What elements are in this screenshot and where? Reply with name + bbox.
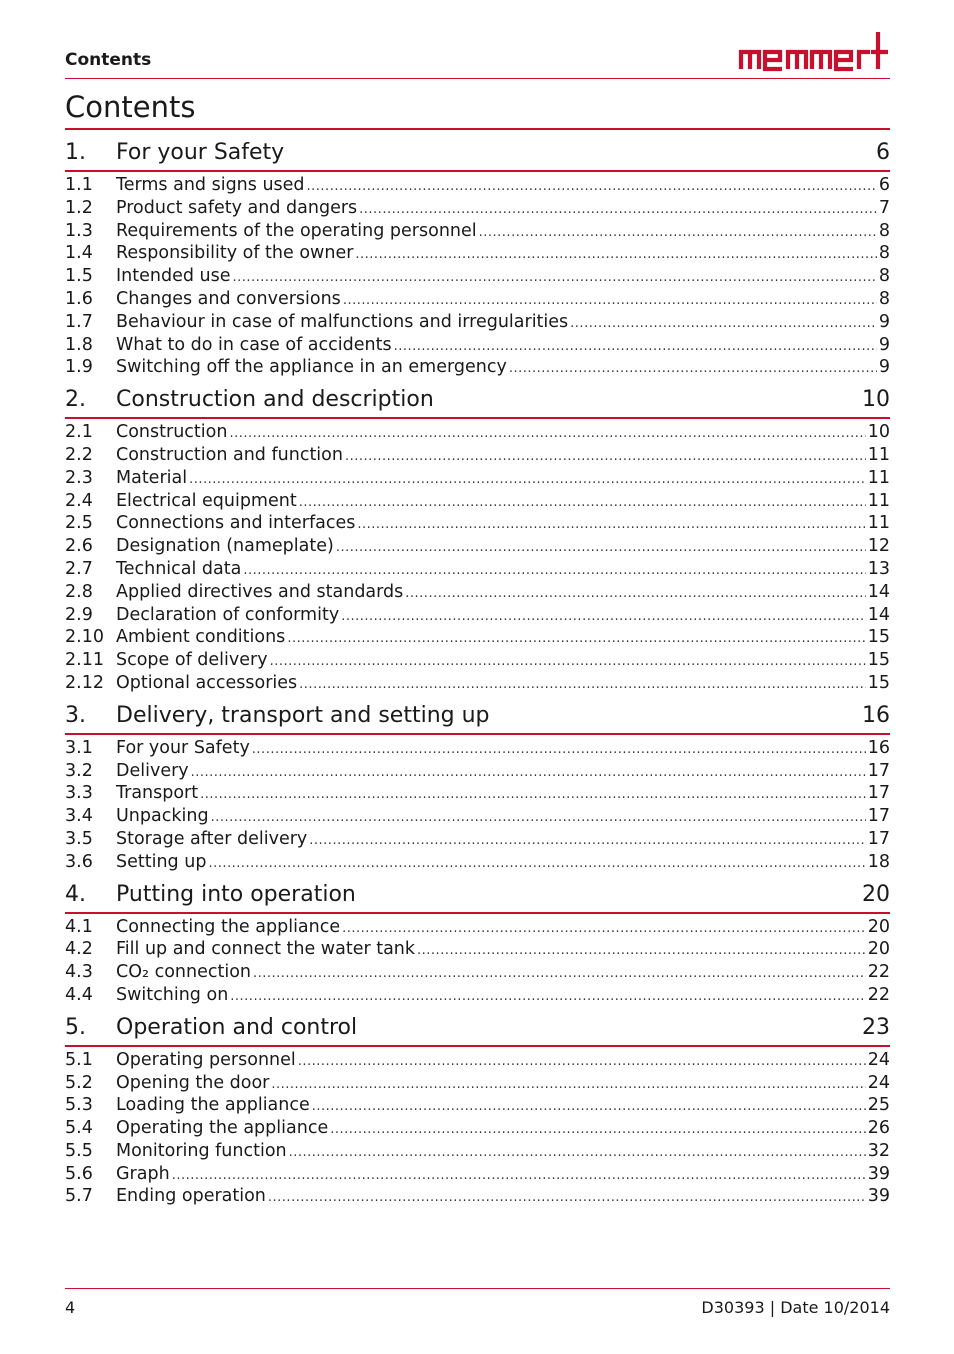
dot-leader bbox=[298, 1051, 866, 1074]
footer-doc-info: D30393 | Date 10/2014 bbox=[701, 1298, 890, 1317]
entry-title: Setting up bbox=[116, 851, 207, 872]
section-page: 16 bbox=[862, 702, 890, 728]
entry-title: Operating personnel bbox=[116, 1049, 296, 1070]
entry-number: 3.2 bbox=[65, 760, 93, 781]
toc-entry[interactable] bbox=[65, 961, 890, 984]
dot-leader bbox=[394, 336, 877, 359]
entry-page: 10 bbox=[867, 422, 890, 443]
entry-title: Connecting the appliance bbox=[116, 916, 341, 937]
toc-entry[interactable] bbox=[65, 288, 890, 311]
toc-entry[interactable] bbox=[65, 1185, 890, 1208]
entry-title: Switching off the appliance in an emergency bbox=[116, 357, 507, 378]
entry-page: 22 bbox=[867, 962, 890, 983]
entry-page: 24 bbox=[867, 1072, 890, 1093]
toc-entry[interactable] bbox=[65, 828, 890, 851]
toc-entry[interactable] bbox=[65, 467, 890, 490]
entry-page: 39 bbox=[867, 1163, 890, 1184]
entry-number: 2.1 bbox=[65, 422, 93, 443]
dot-leader bbox=[330, 1119, 866, 1142]
header-rule bbox=[65, 78, 890, 79]
entry-number: 4.2 bbox=[65, 939, 93, 960]
entry-page: 14 bbox=[867, 581, 890, 602]
entry-number: 2.2 bbox=[65, 444, 93, 465]
entry-title: CO₂ connection bbox=[116, 962, 251, 983]
entry-page: 16 bbox=[867, 737, 890, 758]
dot-leader bbox=[359, 199, 877, 222]
section-title: For your Safety bbox=[116, 140, 285, 165]
entry-number: 2.6 bbox=[65, 536, 93, 557]
toc-section-heading[interactable] bbox=[65, 882, 890, 914]
entry-title: Behaviour in case of malfunctions and irregularities bbox=[116, 311, 569, 332]
entry-number: 2.12 bbox=[65, 672, 104, 693]
toc-entry[interactable] bbox=[65, 1117, 890, 1140]
toc-entry[interactable] bbox=[65, 1094, 890, 1117]
entry-title: Designation (nameplate) bbox=[116, 536, 334, 557]
entry-number: 2.10 bbox=[65, 627, 104, 648]
entry-page: 11 bbox=[867, 467, 890, 488]
entry-page: 13 bbox=[867, 558, 890, 579]
entry-page: 15 bbox=[867, 650, 890, 671]
dot-leader bbox=[200, 784, 866, 807]
section-page: 10 bbox=[862, 387, 890, 413]
dot-leader bbox=[172, 1165, 866, 1188]
entry-page: 8 bbox=[878, 288, 890, 309]
dot-leader bbox=[312, 1096, 866, 1119]
toc-entry[interactable] bbox=[65, 1163, 890, 1186]
entry-title: Graph bbox=[116, 1163, 170, 1184]
dot-leader bbox=[289, 1142, 866, 1165]
entry-title: Construction bbox=[116, 422, 228, 443]
toc-entry[interactable] bbox=[65, 760, 890, 783]
entry-page: 9 bbox=[878, 357, 890, 378]
entry-number: 1.9 bbox=[65, 357, 93, 378]
entry-page: 18 bbox=[867, 851, 890, 872]
entry-number: 2.8 bbox=[65, 581, 93, 602]
dot-leader bbox=[570, 313, 877, 336]
entry-page: 11 bbox=[867, 444, 890, 465]
entry-title: Ending operation bbox=[116, 1186, 266, 1207]
section-num: 3. bbox=[65, 702, 86, 728]
entry-number: 1.5 bbox=[65, 266, 93, 287]
section-title: Putting into operation bbox=[116, 881, 356, 907]
entry-number: 5.5 bbox=[65, 1140, 93, 1161]
dot-leader bbox=[252, 739, 866, 762]
entry-number: 2.7 bbox=[65, 558, 93, 579]
dot-leader bbox=[307, 176, 877, 199]
page-title: Contents bbox=[65, 90, 196, 124]
entry-number: 5.6 bbox=[65, 1163, 93, 1184]
section-num: 1. bbox=[65, 140, 86, 165]
section-num: 4. bbox=[65, 881, 86, 907]
entry-title: Requirements of the operating personnel bbox=[116, 220, 477, 241]
entry-page: 17 bbox=[867, 828, 890, 849]
section-page: 20 bbox=[862, 881, 890, 907]
toc-entry[interactable] bbox=[65, 1140, 890, 1163]
entry-number: 4.1 bbox=[65, 916, 93, 937]
entry-title: Declaration of conformity bbox=[116, 604, 340, 625]
entry-number: 1.3 bbox=[65, 220, 93, 241]
toc-entry[interactable] bbox=[65, 444, 890, 467]
dot-leader bbox=[309, 830, 865, 853]
dot-leader bbox=[336, 537, 866, 560]
entry-page: 26 bbox=[867, 1118, 890, 1139]
entry-number: 5.2 bbox=[65, 1072, 93, 1093]
entry-title: Loading the appliance bbox=[116, 1095, 310, 1116]
entry-title: Optional accessories bbox=[116, 672, 298, 693]
table-of-contents bbox=[65, 140, 890, 1216]
toc-entry[interactable] bbox=[65, 356, 890, 379]
section-title: Construction and description bbox=[116, 387, 434, 413]
toc-section bbox=[65, 1015, 890, 1209]
dot-leader bbox=[253, 963, 866, 986]
toc-entry[interactable] bbox=[65, 916, 890, 939]
entry-title: Construction and function bbox=[116, 444, 343, 465]
entry-page: 20 bbox=[867, 916, 890, 937]
entry-title: Fill up and connect the water tank bbox=[116, 939, 416, 960]
dot-leader bbox=[479, 222, 877, 245]
entry-page: 8 bbox=[878, 243, 890, 264]
entry-page: 22 bbox=[867, 984, 890, 1005]
entry-number: 1.4 bbox=[65, 243, 93, 264]
entry-number: 1.6 bbox=[65, 288, 93, 309]
entry-title: Intended use bbox=[116, 266, 231, 287]
toc-entry[interactable] bbox=[65, 265, 890, 288]
dot-leader bbox=[345, 446, 866, 469]
entry-title: Delivery bbox=[116, 760, 189, 781]
entry-page: 24 bbox=[867, 1049, 890, 1070]
dot-leader bbox=[343, 290, 877, 313]
entry-number: 5.3 bbox=[65, 1095, 93, 1116]
toc-entry[interactable] bbox=[65, 737, 890, 760]
toc-entry-list bbox=[65, 172, 890, 379]
dot-leader bbox=[509, 358, 877, 381]
entry-number: 3.6 bbox=[65, 851, 93, 872]
dot-leader bbox=[230, 986, 865, 1009]
entry-title: Scope of delivery bbox=[116, 650, 268, 671]
entry-title: For your Safety bbox=[116, 737, 250, 758]
section-title: Operation and control bbox=[116, 1014, 358, 1040]
entry-number: 4.4 bbox=[65, 984, 93, 1005]
entry-title: Material bbox=[116, 467, 188, 488]
entry-number: 3.3 bbox=[65, 783, 93, 804]
entry-number: 2.11 bbox=[65, 650, 104, 671]
entry-page: 17 bbox=[867, 806, 890, 827]
toc-entry[interactable] bbox=[65, 851, 890, 874]
toc-section-heading[interactable] bbox=[65, 140, 890, 172]
entry-title: Unpacking bbox=[116, 806, 209, 827]
toc-section-heading[interactable] bbox=[65, 1015, 890, 1047]
dot-leader bbox=[268, 1187, 866, 1210]
entry-title: Electrical equipment bbox=[116, 490, 297, 511]
toc-entry[interactable] bbox=[65, 672, 890, 695]
dot-leader bbox=[342, 918, 866, 941]
entry-page: 11 bbox=[867, 513, 890, 534]
dot-leader bbox=[299, 492, 866, 515]
entry-title: Monitoring function bbox=[116, 1140, 287, 1161]
entry-page: 9 bbox=[878, 311, 890, 332]
entry-page: 9 bbox=[878, 334, 890, 355]
dot-leader bbox=[287, 628, 865, 651]
toc-section bbox=[65, 882, 890, 1007]
dot-leader bbox=[189, 469, 866, 492]
toc-entry[interactable] bbox=[65, 311, 890, 334]
entry-title: Terms and signs used bbox=[116, 175, 305, 195]
toc-entry[interactable] bbox=[65, 938, 890, 961]
entry-number: 3.4 bbox=[65, 806, 93, 827]
entry-page: 11 bbox=[867, 490, 890, 511]
entry-number: 1.1 bbox=[65, 175, 93, 195]
toc-entry[interactable] bbox=[65, 535, 890, 558]
toc-section bbox=[65, 703, 890, 874]
entry-page: 17 bbox=[867, 760, 890, 781]
section-num: 5. bbox=[65, 1014, 86, 1040]
entry-title: Applied directives and standards bbox=[116, 581, 404, 602]
dot-leader bbox=[229, 423, 865, 446]
entry-title: Ambient conditions bbox=[116, 627, 286, 648]
entry-number: 2.4 bbox=[65, 490, 93, 511]
dot-leader bbox=[233, 267, 877, 290]
dot-leader bbox=[270, 651, 866, 674]
entry-number: 1.8 bbox=[65, 334, 93, 355]
entry-page: 39 bbox=[867, 1186, 890, 1207]
entry-number: 3.1 bbox=[65, 737, 93, 758]
footer-page-number: 4 bbox=[65, 1298, 76, 1317]
section-title: Delivery, transport and setting up bbox=[116, 702, 490, 728]
entry-title: Operating the appliance bbox=[116, 1118, 329, 1139]
memmert-logo bbox=[738, 30, 890, 72]
dot-leader bbox=[208, 853, 865, 876]
toc-entry-list bbox=[65, 914, 890, 1007]
entry-page: 7 bbox=[878, 197, 890, 218]
entry-page: 8 bbox=[878, 220, 890, 241]
toc-entry[interactable] bbox=[65, 220, 890, 243]
entry-page: 17 bbox=[867, 783, 890, 804]
toc-entry-list bbox=[65, 419, 890, 695]
dot-leader bbox=[191, 762, 866, 785]
entry-title: Responsibility of the owner bbox=[116, 243, 354, 264]
entry-page: 15 bbox=[867, 627, 890, 648]
toc-section-heading[interactable] bbox=[65, 387, 890, 419]
dot-leader bbox=[271, 1074, 865, 1097]
entry-number: 4.3 bbox=[65, 962, 93, 983]
toc-entry-list bbox=[65, 735, 890, 874]
dot-leader bbox=[299, 674, 866, 697]
toc-entry[interactable] bbox=[65, 490, 890, 513]
entry-title: Product safety and dangers bbox=[116, 197, 358, 218]
entry-number: 2.3 bbox=[65, 467, 93, 488]
entry-number: 5.7 bbox=[65, 1186, 93, 1207]
dot-leader bbox=[211, 807, 866, 830]
dot-leader bbox=[341, 606, 866, 629]
toc-entry[interactable] bbox=[65, 421, 890, 444]
dot-leader bbox=[357, 514, 865, 537]
entry-title: Technical data bbox=[116, 558, 242, 579]
entry-title: What to do in case of accidents bbox=[116, 334, 392, 355]
entry-number: 1.7 bbox=[65, 311, 93, 332]
entry-page: 20 bbox=[867, 939, 890, 960]
entry-title: Storage after delivery bbox=[116, 828, 308, 849]
entry-page: 8 bbox=[878, 266, 890, 287]
entry-number: 3.5 bbox=[65, 828, 93, 849]
entry-number: 2.9 bbox=[65, 604, 93, 625]
toc-entry[interactable] bbox=[65, 512, 890, 535]
toc-entry[interactable] bbox=[65, 984, 890, 1007]
entry-title: Switching on bbox=[116, 984, 229, 1005]
running-header: Contents bbox=[65, 50, 152, 70]
section-page: 23 bbox=[862, 1014, 890, 1040]
toc-entry[interactable] bbox=[65, 558, 890, 581]
toc-entry[interactable] bbox=[65, 1049, 890, 1072]
dot-leader bbox=[355, 244, 876, 267]
entry-title: Changes and conversions bbox=[116, 288, 341, 309]
section-num: 2. bbox=[65, 387, 86, 413]
toc-entry[interactable] bbox=[65, 197, 890, 220]
section-page: 6 bbox=[876, 140, 890, 165]
entry-title: Connections and interfaces bbox=[116, 513, 356, 534]
toc-entry[interactable] bbox=[65, 174, 890, 197]
entry-page: 14 bbox=[867, 604, 890, 625]
entry-title: Opening the door bbox=[116, 1072, 270, 1093]
toc-entry[interactable] bbox=[65, 1072, 890, 1095]
entry-number: 5.1 bbox=[65, 1049, 93, 1070]
toc-entry[interactable] bbox=[65, 805, 890, 828]
entry-page: 12 bbox=[867, 536, 890, 557]
toc-entry[interactable] bbox=[65, 782, 890, 805]
toc-entry[interactable] bbox=[65, 334, 890, 357]
dot-leader bbox=[417, 940, 866, 963]
dot-leader bbox=[405, 583, 865, 606]
toc-section bbox=[65, 387, 890, 695]
entry-page: 15 bbox=[867, 672, 890, 693]
entry-page: 6 bbox=[878, 175, 890, 195]
entry-title: Transport bbox=[116, 783, 199, 804]
toc-entry-list bbox=[65, 1047, 890, 1209]
entry-number: 5.4 bbox=[65, 1118, 93, 1139]
toc-entry[interactable] bbox=[65, 626, 890, 649]
title-rule bbox=[65, 128, 890, 130]
dot-leader bbox=[243, 560, 865, 583]
toc-entry[interactable] bbox=[65, 604, 890, 627]
toc-entry[interactable] bbox=[65, 581, 890, 604]
entry-page: 32 bbox=[867, 1140, 890, 1161]
toc-section-heading[interactable] bbox=[65, 703, 890, 735]
entry-page: 25 bbox=[867, 1095, 890, 1116]
toc-section bbox=[65, 140, 890, 379]
entry-number: 1.2 bbox=[65, 197, 93, 218]
entry-number: 2.5 bbox=[65, 513, 93, 534]
toc-entry[interactable] bbox=[65, 649, 890, 672]
footer-rule bbox=[65, 1288, 890, 1289]
toc-entry[interactable] bbox=[65, 242, 890, 265]
